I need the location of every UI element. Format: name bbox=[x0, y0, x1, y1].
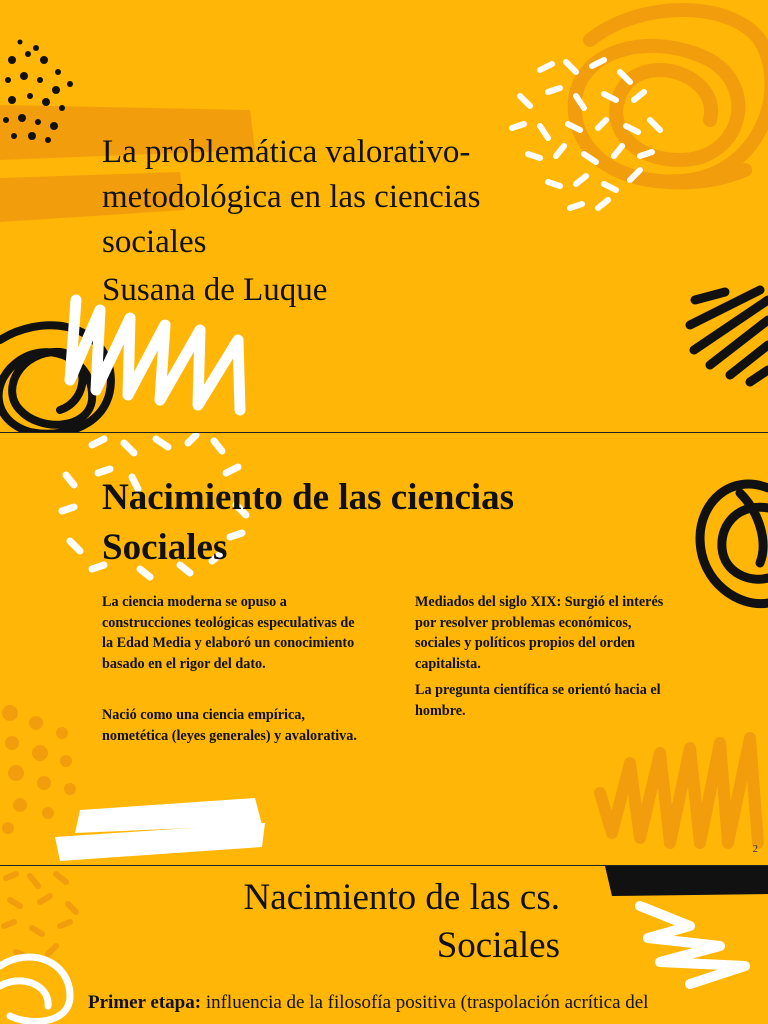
page-number: 2 bbox=[752, 843, 758, 855]
slide-1 bbox=[0, 0, 768, 432]
slide-3 bbox=[0, 866, 768, 1024]
black-brush-decoration bbox=[605, 866, 768, 896]
orange-zigzag-decoration bbox=[600, 738, 758, 843]
left-column bbox=[102, 592, 357, 746]
white-brush-decoration bbox=[55, 798, 265, 861]
slide-title-line-2: Sociales bbox=[436, 925, 560, 966]
black-hatch-decoration bbox=[690, 290, 768, 382]
orange-dots-decoration bbox=[2, 705, 76, 834]
black-scribble-decoration bbox=[700, 484, 768, 604]
right-column bbox=[415, 592, 675, 721]
right-paragraph-1: Mediados del siglo XIX: Surgió el interés por resolver problemas económicos, sociales y políticos propios del orden capitalista. bbox=[415, 594, 664, 672]
body-text: influencia de la filosofía positiva (traspolación acrítica del bbox=[201, 992, 649, 1013]
presentation-title: La problemática valorativo-metodológica en las ciencias sociales bbox=[102, 134, 481, 260]
left-paragraph-2: Nació como una ciencia empírica, nometética (leyes generales) y avalorativa. bbox=[102, 707, 357, 744]
slide-title: Nacimiento de las ciencias Sociales bbox=[102, 477, 515, 568]
left-paragraph-1: La ciencia moderna se opuso a construcciones teológicas especulativas de la Edad Media y elaboró un conocimiento basado en el rigor del dato. bbox=[102, 594, 355, 672]
slide-2 bbox=[0, 433, 768, 865]
slide-title bbox=[80, 874, 560, 970]
right-paragraph-2: La pregunta científica se orientó hacia el hombre. bbox=[415, 682, 661, 719]
author-name: Susana de Luque bbox=[102, 272, 328, 308]
orange-dashes-decoration bbox=[4, 874, 76, 956]
slide-title-line-1: Nacimiento de las cs. bbox=[243, 877, 560, 918]
white-zigzag-decoration bbox=[640, 906, 745, 984]
body-label: Primer etapa: bbox=[88, 992, 202, 1013]
slide-body bbox=[88, 990, 748, 1016]
white-zigzag-decoration bbox=[70, 300, 240, 410]
white-scribble-decoration bbox=[0, 957, 70, 1021]
